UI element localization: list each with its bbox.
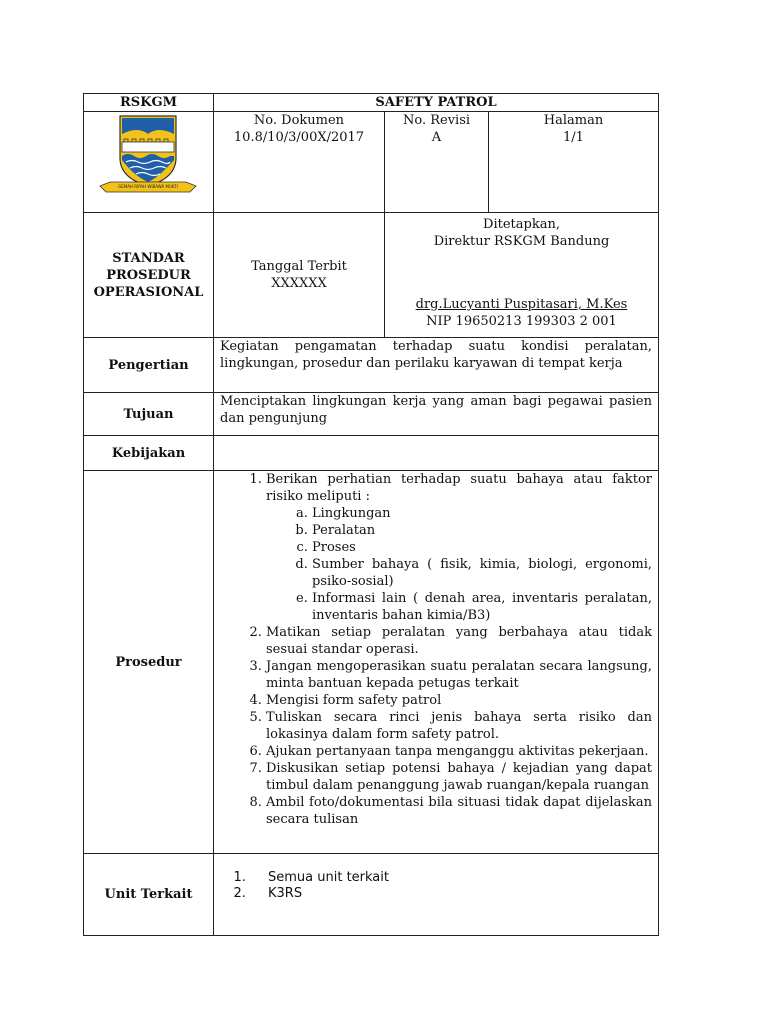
definition-text: Kegiatan pengamatan terhadap suatu kondisi peralatan, lingkungan, prosedur dan perilaku karyawan di tempat kerja (220, 339, 652, 371)
page-label: Halaman (543, 113, 604, 128)
doc-number-cell (214, 112, 385, 213)
procedure-step (266, 471, 652, 624)
definition-cell (214, 338, 659, 393)
org-name: RSKGM (120, 95, 177, 110)
doc-number-label: No. Dokumen (253, 113, 345, 128)
logo-motto: GEMAH RIPAH WIBAWA MUKTI (118, 184, 178, 189)
sop-label-line-1: STANDAR (112, 250, 185, 266)
logo-cell (84, 112, 214, 213)
doc-title: SAFETY PATROL (214, 94, 659, 112)
procedure-step: 7. Diskusikan setiap potensi bahaya / kejadian yang dapat timbul dalam penanggung jawab ruangan/kepala ruangan (266, 760, 652, 794)
org-name-cell (84, 94, 214, 112)
sop-table (83, 93, 659, 936)
procedure-substep: e. Informasi lain ( denah area, inventaris peralatan, inventaris bahan kimia/B3) (312, 590, 652, 624)
procedure-step-text: Berikan perhatian terhadap suatu bahaya atau faktor risiko meliputi : (266, 472, 652, 504)
revision-label: No. Revisi (402, 113, 471, 128)
procedure-step: 2. Matikan setiap peralatan yang berbahaya atau tidak sesuai standar operasi. (266, 624, 652, 658)
director-title: Direktur RSKGM Bandung (433, 234, 610, 249)
procedure-label: Prosedur (84, 471, 214, 854)
procedure-substep-list (266, 505, 652, 624)
procedure-substep: a. Lingkungan (312, 505, 652, 522)
director-name: drg.Lucyanti Puspitasari, M.Kes (415, 297, 628, 312)
policy-label: Kebijakan (84, 436, 214, 471)
approval-cell (385, 213, 659, 338)
director-nip: NIP 19650213 199303 2 001 (426, 314, 617, 329)
page-cell (489, 112, 659, 213)
purpose-text: Menciptakan lingkungan kerja yang aman bagi pegawai pasien dan pengunjung (220, 394, 652, 426)
definition-label: Pengertian (84, 338, 214, 393)
unit-item: 1. Semua unit terkait (250, 870, 652, 886)
procedure-step: 4. Mengisi form safety patrol (266, 692, 652, 709)
procedure-step: 8. Ambil foto/dokumentasi bila situasi tidak dapat dijelaskan secara tulisan (266, 794, 652, 828)
issue-date-cell (214, 213, 385, 338)
procedure-step: 5. Tuliskan secara rinci jenis bahaya serta risiko dan lokasinya dalam form safety patrol. (266, 709, 652, 743)
procedure-substep: b. Peralatan (312, 522, 652, 539)
procedure-substep: d. Sumber bahaya ( fisik, kimia, biologi, ergonomi, psiko-sosial) (312, 556, 652, 590)
issue-date-value: XXXXXX (271, 276, 327, 291)
sop-label (84, 213, 214, 338)
purpose-cell (214, 393, 659, 436)
revision-value: A (431, 130, 442, 145)
page-value: 1/1 (563, 130, 584, 145)
sop-label-line-2: PROSEDUR (106, 267, 191, 283)
doc-number-value: 10.8/10/3/00X/2017 (233, 130, 365, 145)
sop-document (83, 93, 658, 936)
units-list (214, 870, 658, 902)
units-cell (214, 854, 659, 936)
policy-cell (214, 436, 659, 471)
units-label: Unit Terkait (84, 854, 214, 936)
procedure-substep: c. Proses (312, 539, 652, 556)
issue-date-label: Tanggal Terbit (251, 259, 347, 274)
procedure-step: 3. Jangan mengoperasikan suatu peralatan secara langsung, minta bantuan kepada petugas terkait (266, 658, 652, 692)
procedure-list (214, 471, 658, 828)
sop-label-line-3: OPERASIONAL (93, 284, 204, 300)
purpose-label: Tujuan (84, 393, 214, 436)
procedure-cell (214, 471, 659, 854)
established-label: Ditetapkan, (483, 217, 560, 232)
revision-cell (385, 112, 489, 213)
procedure-step: 6. Ajukan pertanyaan tanpa menganggu aktivitas pekerjaan. (266, 743, 652, 760)
unit-item: 2. K3RS (250, 886, 652, 902)
